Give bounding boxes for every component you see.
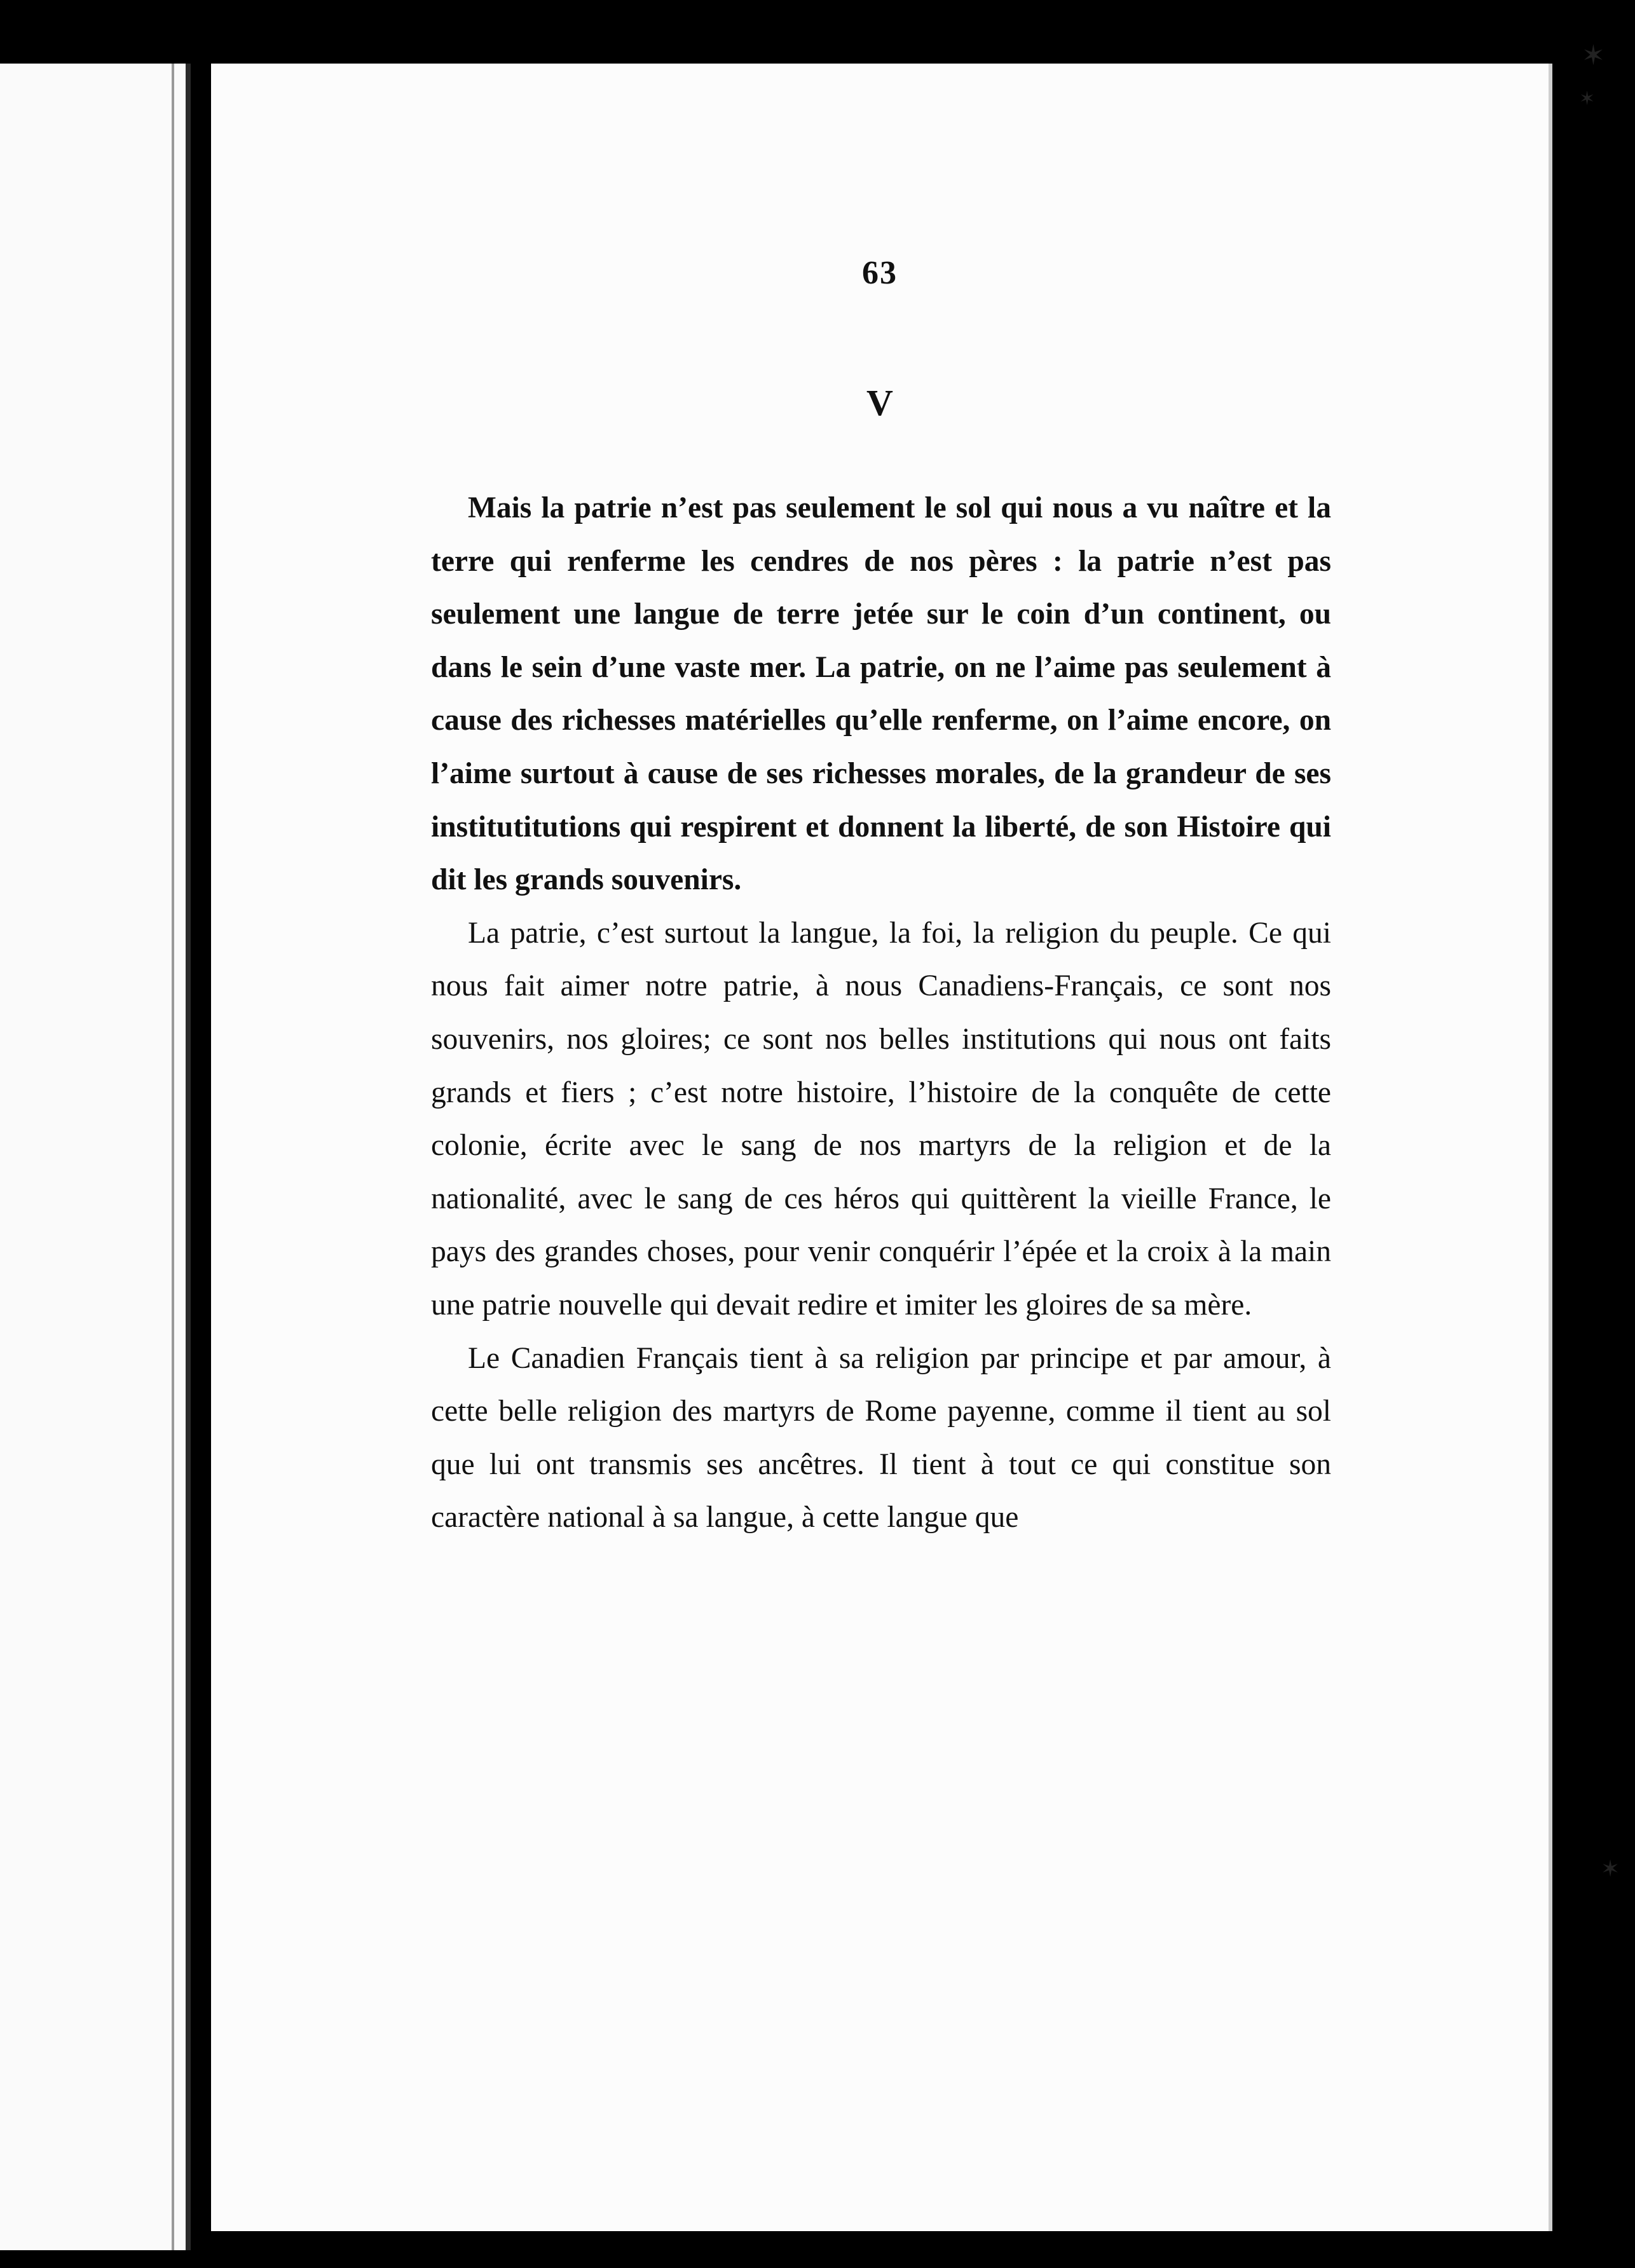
- paragraph-3: Le Canadien Français tient à sa religion par principe et par amour, à cette belle religion des martyrs de Rome payenne, comme il tient au sol que lui ont transmis ses ancêtres. Il tient à tout ce qui constitue son caractère national à sa langue, à cette langue que: [431, 1341, 1331, 1534]
- chapter-heading: V: [866, 382, 893, 423]
- body-text: [431, 482, 1331, 1545]
- margin-speck-icon: ✶: [1579, 88, 1596, 110]
- page-number: 63: [862, 255, 898, 291]
- book-page: [211, 64, 1552, 2231]
- page-fold-line: [172, 64, 174, 2250]
- margin-speck-icon: ✶: [1601, 1856, 1620, 1882]
- margin-speck-icon: ✶: [1582, 39, 1605, 72]
- paragraph-2: La patrie, c’est surtout la langue, la foi, la religion du peuple. Ce qui nous fait aimer notre patrie, à nous Canadiens-Français, ce sont nos souvenirs, nos gloires; ce sont nos belles institutions qui nous ont faits grands et fiers ; c’est notre histoire, l’histoire de la conquête de cette colonie, écrite avec le sang de nos martyrs de la religion et de la nationalité, avec le sang de ces héros qui quittèrent la vieille France, le pays des grandes choses, pour venir conquérir l’épée et la croix à la main une patrie nouvelle qui devait redire et imiter les gloires de sa mère.: [431, 916, 1331, 1322]
- paragraph-1: Mais la patrie n’est pas seulement le sol qui nous a vu naître et la terre qui renferme les cendres de nos pères : la patrie n’est pas seulement une langue de terre jetée sur le coin d’un continent, ou dans le sein d’une vaste mer. La patrie, on ne l’aime pas seulement à cause des richesses matérielles qu’elle renferme, on l’aime encore, on l’aime surtout à cause de ses richesses morales, de la grandeur de ses institutitutions qui respirent et donnent la liberté, de son Histoire qui dit les grands souvenirs.: [431, 491, 1331, 897]
- previous-page-edge: [0, 64, 191, 2250]
